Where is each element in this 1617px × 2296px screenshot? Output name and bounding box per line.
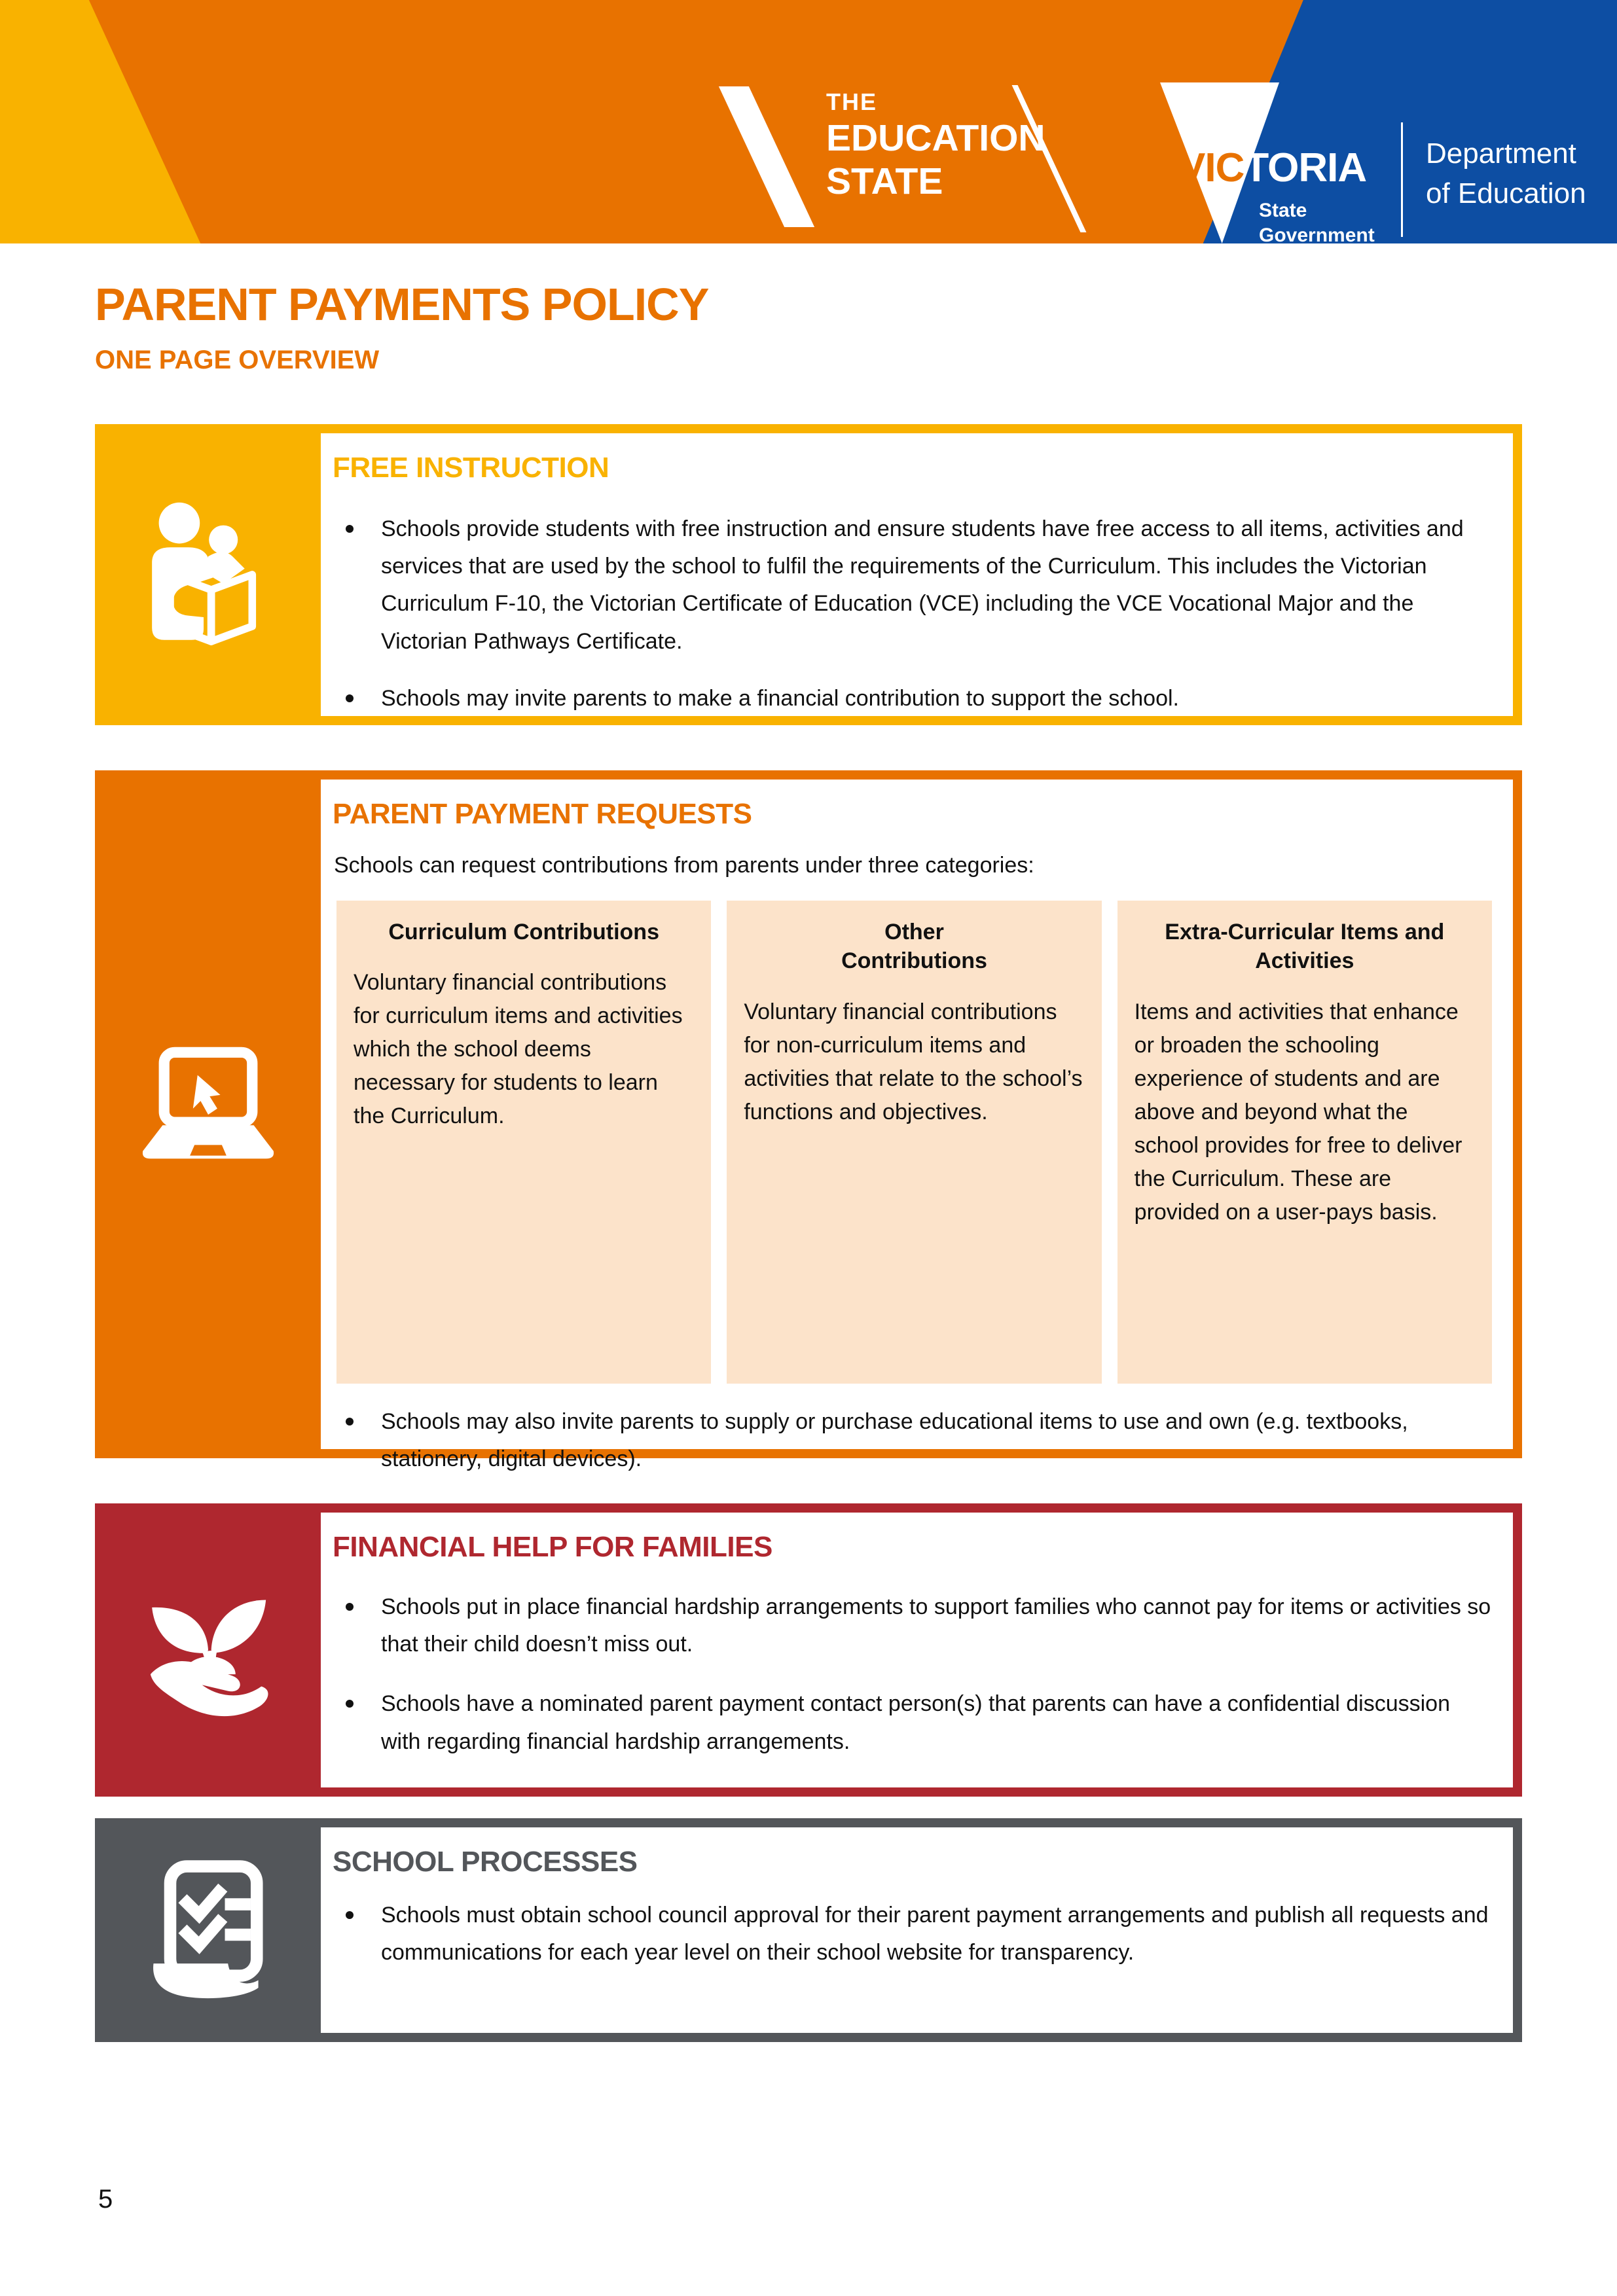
education-state-education: EDUCATION [826,117,1045,159]
education-state-logo [826,90,1045,200]
bullet-item: Schools may invite parents to make a financial contribution to support the school. [346,680,1499,717]
education-state-slash-icon [719,86,814,227]
category-extra-curricular [1117,901,1492,1384]
free-instruction-icon-panel [95,424,321,725]
bullet-dot-icon [346,1700,354,1708]
bullet-dot-icon [346,694,354,702]
category-other-contributions [727,901,1101,1384]
category-title: Other Contributions [841,920,987,974]
education-state-the: THE [826,88,877,115]
bullet-item: Schools may also invite parents to supply or purchase educational items to use and own (e.g. textbooks, stationery, digital devices). [346,1403,1499,1478]
section-school-processes [95,1818,1522,2042]
category-curriculum-contributions [336,901,711,1384]
bullet-item: Schools put in place financial hardship arrangements to support families who cannot pay for items or activities so that their child doesn’t miss out. [346,1588,1499,1663]
department-of-education-label: Department of Education [1426,137,1586,209]
contribution-categories [336,901,1492,1384]
checklist-document-icon [132,1854,284,2006]
laptop-cursor-icon [132,1039,284,1191]
bullet-dot-icon [346,1911,354,1919]
page-number: 5 [98,2185,113,2214]
logo-divider [1401,122,1403,237]
page-subtitle: ONE PAGE OVERVIEW [95,346,380,374]
section-free-instruction [95,424,1522,725]
free-instruction-content [321,433,1513,716]
bullet-dot-icon [346,525,354,533]
reading-adult-child-icon [132,499,284,651]
hand-seedling-icon [132,1574,284,1726]
section-financial-help [95,1503,1522,1797]
victoria-logo-vic: VIC [1178,145,1245,190]
financial-help-content [321,1513,1513,1787]
free-instruction-heading: FREE INSTRUCTION [333,452,609,484]
section-parent-payment-requests [95,770,1522,1472]
category-body: Voluntary financial contributions for curriculum items and activities which the school deems necessary for students to learn the Curriculum. [354,970,683,1129]
header-banner [0,0,1617,243]
parent-payment-requests-intro: Schools can request contributions from parents under three categories: [334,853,1034,878]
category-title: Curriculum Contributions [388,920,659,945]
school-processes-icon-panel [95,1818,321,2042]
school-processes-heading: SCHOOL PROCESSES [333,1846,638,1878]
bullet-dot-icon [346,1418,354,1426]
financial-help-heading: FINANCIAL HELP FOR FAMILIES [333,1531,772,1563]
financial-help-icon-panel [95,1503,321,1797]
victoria-logo-toria: TORIA [1244,145,1367,190]
category-body: Items and activities that enhance or broaden the schooling experience of students and are above and beyond what the school provides for free to deliver the Curriculum. These are provided on a user-pays basis. [1134,999,1463,1225]
bullet-item: Schools must obtain school council approval for their parent payment arrangements and publish all requests and communications for each year level on their school website for transparency. [346,1897,1499,1971]
page-title: PARENT PAYMENTS POLICY [95,279,709,330]
education-state-state: STATE [826,160,943,202]
school-processes-content [321,1827,1513,2033]
parent-payment-requests-content [321,780,1513,1472]
bullet-dot-icon [346,1603,354,1611]
category-body: Voluntary financial contributions for non-curriculum items and activities that relate to the school’s functions and objectives. [744,999,1083,1124]
parent-payment-requests-icon-panel [95,770,321,1458]
victoria-logo-wordmark [1178,145,1367,190]
bullet-item: Schools have a nominated parent payment contact person(s) that parents can have a confidential discussion with regarding financial hardship arrangements. [346,1685,1499,1760]
bullet-item: Schools provide students with free instruction and ensure students have free access to all items, activities and services that are used by the school to fulfil the requirements of the Curriculum. This includes the Victorian Curriculum F-10, the Victorian Certificate of Education (VCE) including the VCE Vocational Major and the Victorian Pathways Certificate. [346,511,1499,660]
category-title: Extra-Curricular Items and Activities [1165,920,1445,974]
state-government-label: State Government [1259,200,1375,243]
parent-payment-requests-heading: PARENT PAYMENT REQUESTS [333,798,752,830]
